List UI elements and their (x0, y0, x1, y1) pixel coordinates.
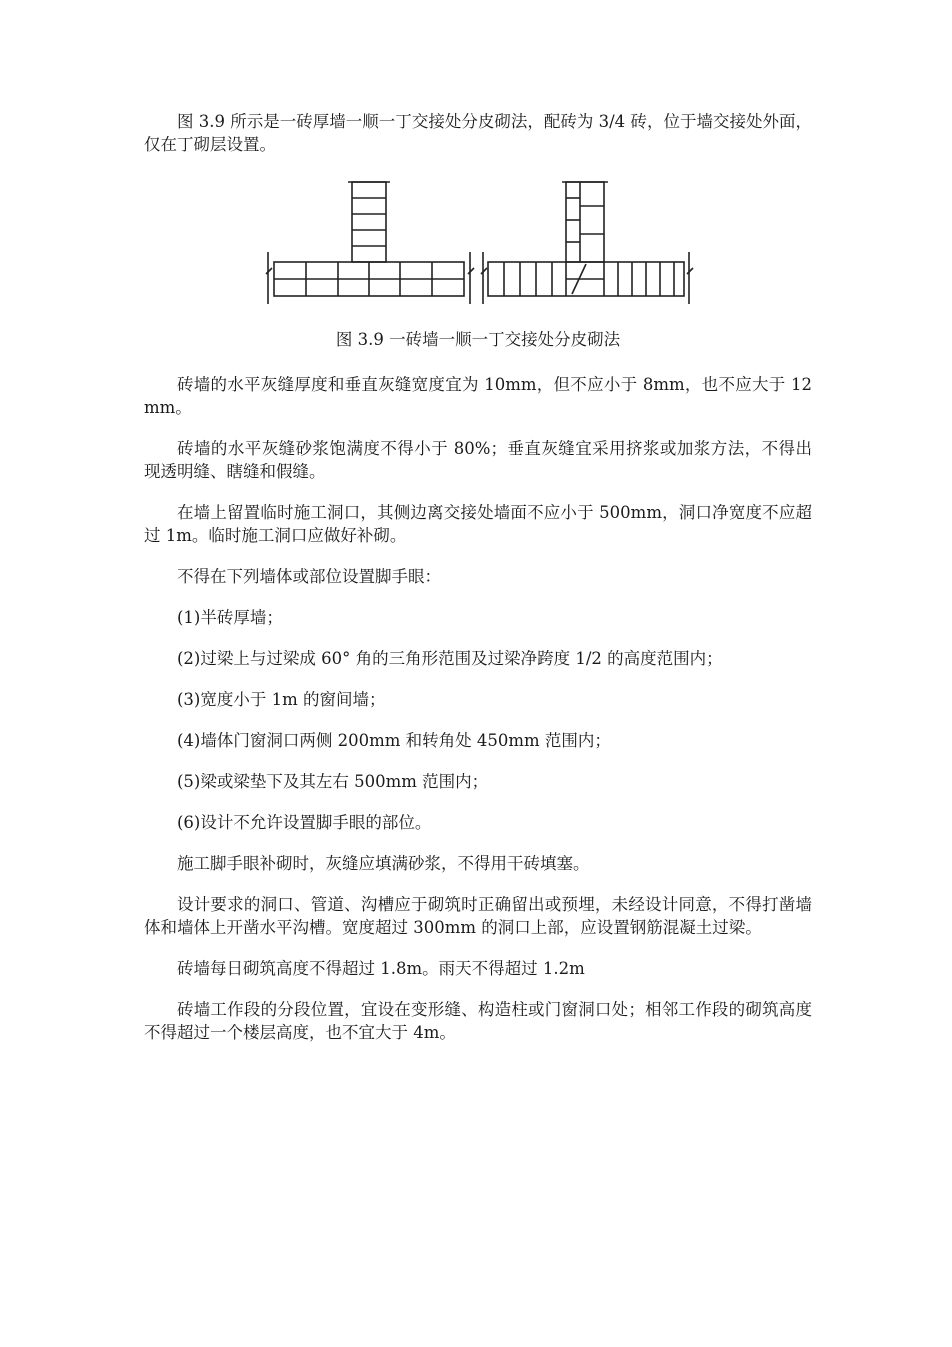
paragraph-joint-thickness: 砖墙的水平灰缝厚度和垂直灰缝宽度宜为 10mm，但不应小于 8mm，也不应大于 12mm。 (144, 375, 812, 417)
paragraph-daily-height: 砖墙每日砌筑高度不得超过 1.8m。雨天不得超过 1.2m (177, 959, 585, 978)
paragraph-mortar-fullness: 砖墙的水平灰缝砂浆饱满度不得小于 80%；垂直灰缝宜采用挤浆或加浆方法，不得出现透明缝、瞎缝和假缝。 (144, 439, 812, 481)
list-item: (1)半砖厚墙； (177, 608, 283, 627)
document-page (144, 110, 812, 1062)
right-wall-junction (481, 182, 693, 304)
list-item: (5)梁或梁垫下及其左右 500mm 范围内； (177, 772, 489, 791)
list-item: (6)设计不允许设置脚手眼的部位。 (177, 813, 432, 832)
list-item: (4)墙体门窗洞口两侧 200mm 和转角处 450mm 范围内； (177, 731, 611, 750)
paragraph-work-section: 砖墙工作段的分段位置，宜设在变形缝、构造柱或门窗洞口处；相邻工作段的砌筑高度不得超过一个楼层高度，也不宜大于 4m。 (144, 1000, 812, 1042)
left-wall-junction (266, 182, 474, 304)
paragraph-scaffold-refill: 施工脚手眼补砌时，灰缝应填满砂浆，不得用干砖填塞。 (177, 854, 590, 873)
paragraph-scaffold-intro: 不得在下列墙体或部位设置脚手眼： (177, 567, 441, 586)
paragraph-temporary-opening: 在墙上留置临时施工洞口，其侧边离交接处墙面不应小于 500mm，洞口净宽度不应超过 1m。临时施工洞口应做好补砌。 (144, 503, 812, 545)
list-item: (3)宽度小于 1m 的窗间墙； (177, 690, 386, 709)
paragraph-openings-lintel: 设计要求的洞口、管道、沟槽应于砌筑时正确留出或预埋，未经设计同意，不得打凿墙体和墙体上开凿水平沟槽。宽度超过 300mm 的洞口上部，应设置钢筋混凝土过梁。 (144, 895, 812, 937)
brick-bond-figure (144, 176, 812, 316)
brick-bond-diagram (264, 176, 694, 316)
paragraph-intro: 图 3.9 所示是一砖厚墙一顺一丁交接处分皮砌法，配砖为 3/4 砖，位于墙交接处外面，仅在丁砌层设置。 (144, 112, 812, 154)
list-item: (2)过梁上与过梁成 60° 角的三角形范围及过梁净跨度 1/2 的高度范围内； (177, 649, 723, 668)
figure-caption: 图 3.9 一砖墙一顺一丁交接处分皮砌法 (335, 330, 621, 349)
